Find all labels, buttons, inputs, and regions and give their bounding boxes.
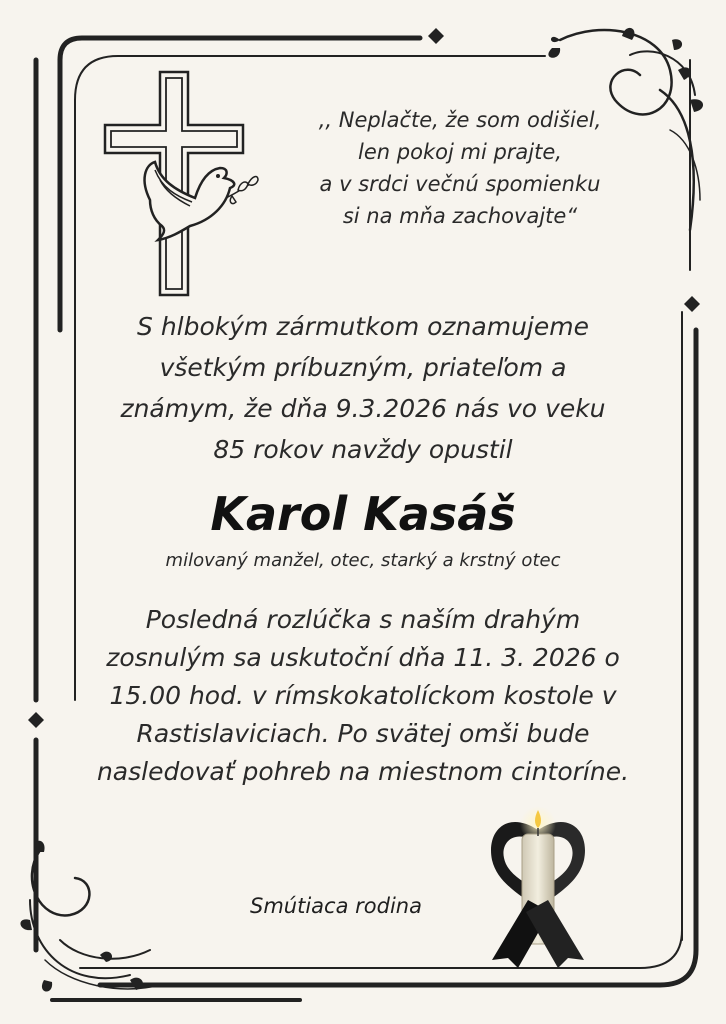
announcement-line: známym, že dňa 9.3.2026 nás vo veku: [120, 394, 606, 423]
announcement-line: 85 rokov navždy opustil: [213, 435, 513, 464]
funeral-line: zosnulým sa uskutoční dňa 11. 3. 2026 o: [106, 643, 620, 672]
mourning-ribbon-icon: [478, 800, 598, 970]
poem-line: len pokoj mi prajte,: [358, 140, 562, 164]
funeral-line: 15.00 hod. v rímskokatolíckom kostole v: [109, 681, 617, 710]
deceased-roles: milovaný manžel, otec, starký a krstný otec: [165, 550, 561, 571]
announcement-line: všetkým príbuzným, priateľom a: [159, 353, 567, 382]
funeral-line: Posledná rozlúčka s naším drahým: [145, 605, 581, 634]
deceased-name: Karol Kasáš: [210, 487, 516, 541]
funeral-line: Rastislaviciach. Po svätej omši bude: [136, 719, 590, 748]
poem-line: a v srdci večnú spomienku: [319, 172, 601, 196]
cross-with-dove-icon: [100, 70, 270, 300]
funeral-details: [40, 601, 686, 791]
poem-line: si na mňa zachovajte“: [342, 204, 578, 228]
death-announcement: [60, 306, 666, 470]
announcement-line: S hlbokým zármutkom oznamujeme: [137, 312, 589, 341]
farewell-poem: [280, 104, 640, 232]
signature: Smútiaca rodina: [250, 894, 422, 918]
dove-icon: [145, 162, 258, 240]
funeral-line: nasledovať pohreb na miestnom cintoríne.: [96, 757, 630, 786]
poem-line: ,, Neplačte, že som odišiel,: [318, 108, 602, 132]
